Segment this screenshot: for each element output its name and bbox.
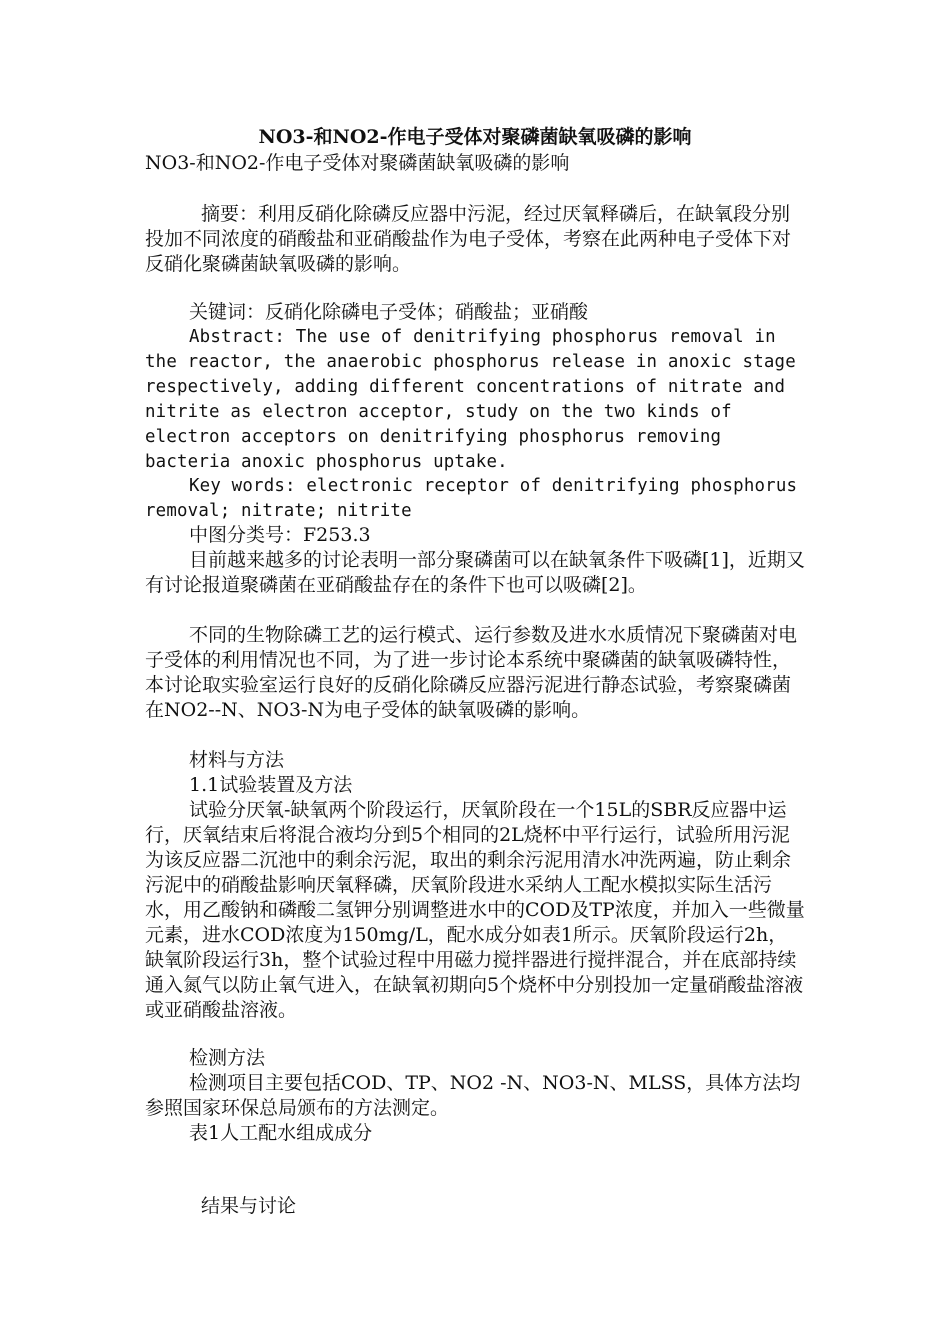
heading-detection-methods <box>145 1046 805 1071</box>
table-caption-text: 表1人工配水组成成分 <box>189 1122 373 1144</box>
abstract-en-text: Abstract: The use of denitrifying phosphorus removal in the reactor, the anaerobic phosphorus release in anoxic stage respectively, adding different concentrations of nitrate and nitrite as electron acceptor, study on the two kinds of electron acceptors on denitrifying phosphorus removing bacteria anoxic phosphorus uptake. <box>145 327 796 472</box>
classification-number <box>145 523 805 548</box>
table-caption <box>145 1121 805 1146</box>
subtitle-text: NO3-和NO2-作电子受体对聚磷菌缺氧吸磷的影响 <box>145 152 570 174</box>
classification-text: 中图分类号：F253.3 <box>189 524 371 546</box>
paragraph-3-text: 试验分厌氧-缺氧两个阶段运行，厌氧阶段在一个15L的SBR反应器中运行，厌氧结束后将混合液均分到5个相同的2L烧杯中平行运行，试验所用污泥为该反应器二沉池中的剩余污泥，取出的剩余污泥用清水冲洗两遍，防止剩余污泥中的硝酸盐影响厌氧释磷，厌氧阶段进水采纳人工配水模拟实际生活污水，用乙酸钠和磷酸二氢钾分别调整进水中的COD及TP浓度，并加入一些微量元素，进水COD浓度为150mg/L，配水成分如表1所示。厌氧阶段运行2h，缺氧阶段运行3h，整个试验过程中用磁力搅拌器进行搅拌混合，并在底部持续通入氮气以防止氧气进入，在缺氧初期向5个烧杯中分别投加一定量硝酸盐溶液或亚硝酸盐溶液。 <box>145 799 805 1021</box>
abstract-cn-text: 摘要：利用反硝化除磷反应器中污泥，经过厌氧释磷后，在缺氧段分别投加不同浓度的硝酸盐和亚硝酸盐作为电子受体，考察在此两种电子受体下对反硝化聚磷菌缺氧吸磷的影响。 <box>145 203 792 275</box>
heading-results-text: 结果与讨论 <box>201 1195 297 1217</box>
paragraph-1-text: 目前越来越多的讨论表明一部分聚磷菌可以在缺氧条件下吸磷[1]，近期又有讨论报道聚磷菌在亚硝酸盐存在的条件下也可以吸磷[2]。 <box>145 549 805 596</box>
abstract-english <box>145 325 805 475</box>
heading-results-discussion <box>145 1194 805 1219</box>
heading-detection-text: 检测方法 <box>189 1047 266 1069</box>
document-subtitle <box>145 151 805 176</box>
keywords-en-text: Key words: electronic receptor of denitrifying phosphorus removal; nitrate; nitrite <box>145 476 798 521</box>
keywords-english <box>145 474 805 524</box>
body-paragraph-4 <box>145 1071 805 1121</box>
document-title: NO3-和NO2-作电子受体对聚磷菌缺氧吸磷的影响 <box>258 126 692 148</box>
keywords-chinese <box>145 300 805 325</box>
body-paragraph-2 <box>145 623 805 723</box>
body-paragraph-3 <box>145 798 805 1023</box>
abstract-chinese <box>145 202 805 277</box>
body-paragraph-1 <box>145 548 805 598</box>
keywords-cn-text: 关键词：反硝化除磷电子受体；硝酸盐；亚硝酸 <box>189 301 589 323</box>
heading-materials-methods <box>145 748 805 773</box>
paragraph-4-text: 检测项目主要包括COD、TP、NO2 -N、NO3-N、MLSS，具体方法均参照国家环保总局颁布的方法测定。 <box>145 1072 801 1119</box>
heading-materials-text: 材料与方法 <box>189 749 285 771</box>
heading-1-1-text: 1.1试验装置及方法 <box>189 774 353 796</box>
heading-section-1-1 <box>145 773 805 798</box>
paragraph-2-text: 不同的生物除磷工艺的运行模式、运行参数及进水水质情况下聚磷菌对电子受体的利用情况也不同，为了进一步讨论本系统中聚磷菌的缺氧吸磷特性，本讨论取实验室运行良好的反硝化除磷反应器污泥进行静态试验，考察聚磷菌在NO2--N、NO3-N为电子受体的缺氧吸磷的影响。 <box>145 624 798 721</box>
